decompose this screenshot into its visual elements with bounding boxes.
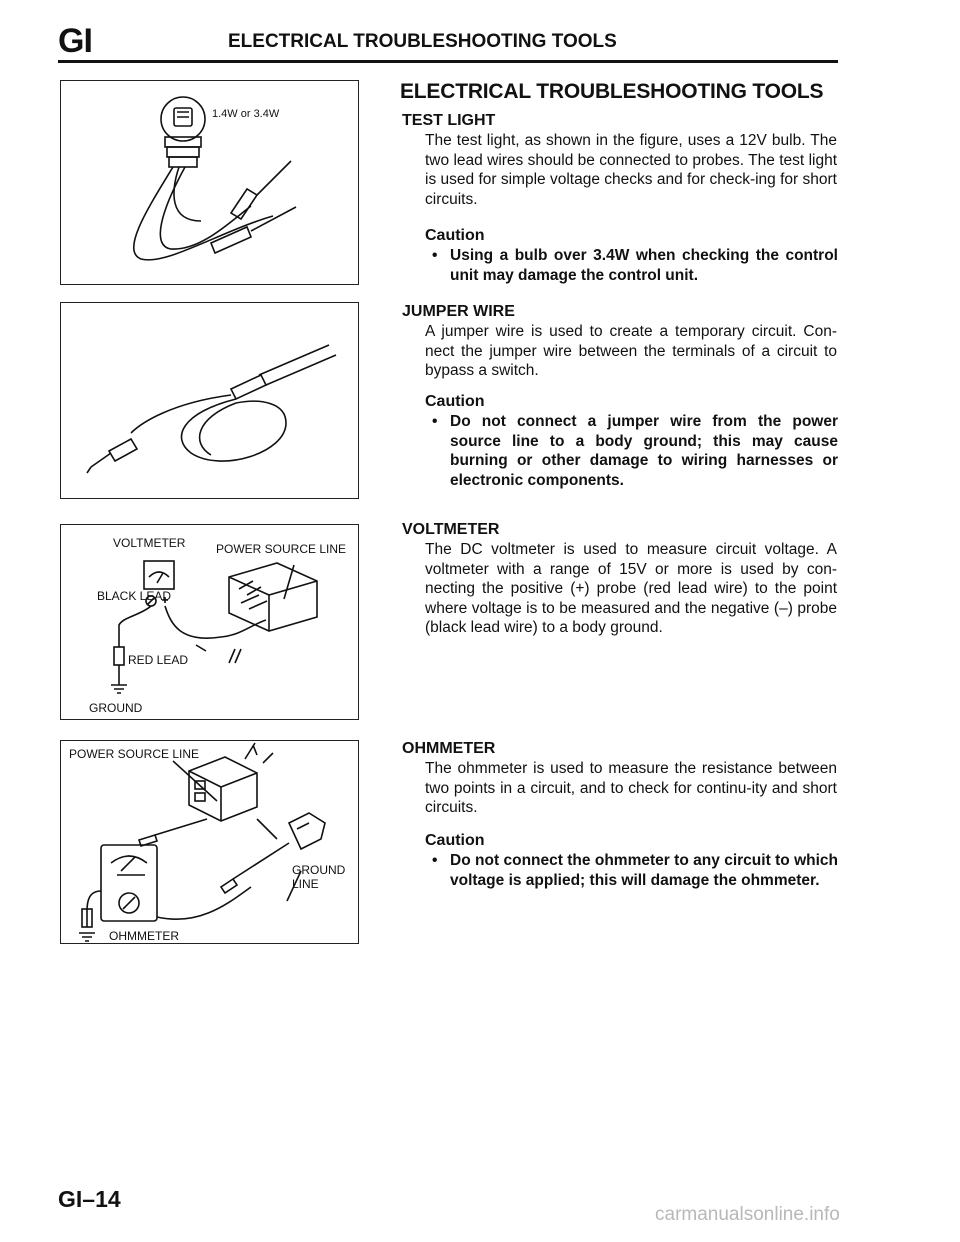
test-light-caution-body: Using a bulb over 3.4W when checking the control unit may damage the control unit. <box>450 247 838 284</box>
test-light-caution-text <box>432 246 838 285</box>
voltmeter-text: The DC voltmeter is used to measure circuit voltage. A voltmeter with a range of 15V or more is used by con-necting the positive (+) probe (red lead wire) to the point where voltage is to be measured and the negative (–) probe (black lead wire) to a body ground. <box>425 541 837 637</box>
voltmeter-figure <box>60 524 359 720</box>
jumper-wire-caution-text <box>432 412 838 490</box>
ohmmeter-label: OHMMETER <box>109 929 179 943</box>
ohmmeter-caution-body: Do not connect the ohmmeter to any circuit to which voltage is applied; this will damage the ohmmeter. <box>450 852 838 889</box>
test-light-caution-heading: Caution <box>425 227 485 244</box>
power-source-line-label: POWER SOURCE LINE <box>216 542 347 556</box>
bulb-wattage-label: 1.4W or 3.4W <box>212 108 280 120</box>
ground-label: GROUND <box>89 701 143 715</box>
header-rule <box>58 60 838 63</box>
bullet-icon: • <box>432 247 438 264</box>
jumper-wire-illustration <box>61 303 360 500</box>
voltmeter-icon <box>144 561 174 589</box>
jumper-wire-caution-body: Do not connect a jumper wire from the power source line to a body ground; this may cause burning or other damage to wiring harnesses or electronic components. <box>450 413 838 489</box>
ohmmeter-figure <box>60 740 359 944</box>
test-light-heading: TEST LIGHT <box>402 112 496 129</box>
jumper-wire-text: A jumper wire is used to create a temporary circuit. Con-nect the jumper wire between the terminals of a circuit to bypass a switch. <box>425 323 837 380</box>
ohmmeter-caution-text <box>432 851 838 890</box>
page-title: ELECTRICAL TROUBLESHOOTING TOOLS <box>400 80 824 103</box>
black-lead-label: BLACK LEAD <box>97 589 172 603</box>
voltmeter-heading: VOLTMETER <box>402 521 500 538</box>
red-lead-label: RED LEAD <box>128 653 189 667</box>
page-header <box>58 22 838 62</box>
jumper-wire-caution-heading: Caution <box>425 393 485 410</box>
power-source-line-label-2: POWER SOURCE LINE <box>69 747 200 761</box>
section-code: GI <box>58 22 92 60</box>
test-light-text: The test light, as shown in the figure, uses a 12V bulb. The two lead wires should be connected to probes. The test light is used for simple voltage checks and for check-ing for short circuits. <box>425 132 837 208</box>
jumper-wire-heading: JUMPER WIRE <box>402 303 515 320</box>
test-light-figure <box>60 80 359 285</box>
ground-symbol-icon <box>111 685 127 693</box>
jumper-wire-figure <box>60 302 359 499</box>
ohmmeter-heading: OHMMETER <box>402 740 496 757</box>
bullet-icon-3: • <box>432 852 438 869</box>
bulb-icon <box>161 97 205 141</box>
ground-symbol-icon-2 <box>79 933 95 941</box>
watermark: carmanualsonline.info <box>655 1204 840 1225</box>
ground-line-label-1: GROUND <box>292 863 346 877</box>
page-number: GI–14 <box>58 1186 121 1212</box>
test-light-illustration <box>61 81 360 286</box>
bullet-icon-2: • <box>432 413 438 430</box>
ohmmeter-caution-heading: Caution <box>425 832 485 849</box>
ground-line-label-2: LINE <box>292 877 319 891</box>
header-title: ELECTRICAL TROUBLESHOOTING TOOLS <box>228 31 617 52</box>
voltmeter-label: VOLTMETER <box>113 536 186 550</box>
ohmmeter-text: The ohmmeter is used to measure the resistance between two points in a circuit, and to check for continu-ity and short circuits. <box>425 760 837 817</box>
ohmmeter-illustration <box>61 741 360 945</box>
